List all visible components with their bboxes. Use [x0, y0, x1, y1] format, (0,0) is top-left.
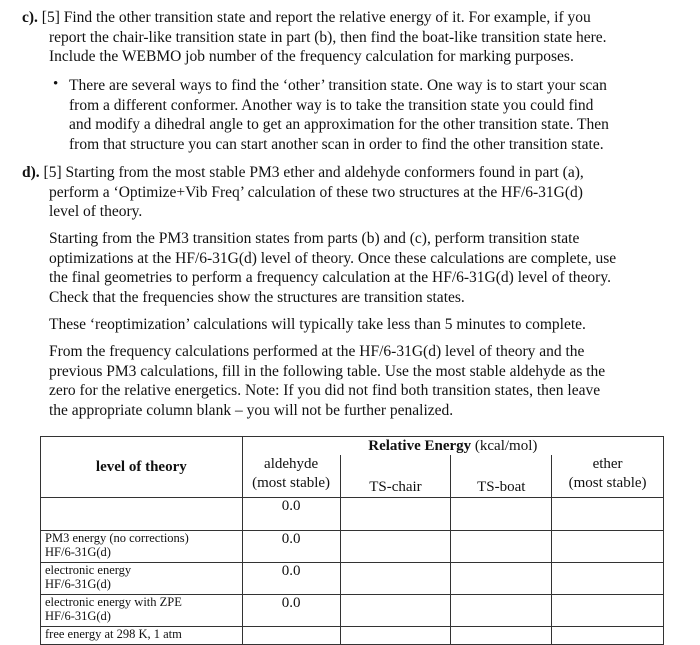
row-aldehyde-value: 0.0: [242, 531, 340, 563]
part-d-question: [22, 163, 667, 183]
part-c-bullet-line-3: and modify a dihedral angle to get an approximation for the other transition state. Then: [69, 116, 609, 134]
part-d-p2-line-1: Starting from the PM3 transition states from parts (b) and (c), perform transition state: [49, 230, 580, 247]
row-ether-value[interactable]: [552, 498, 664, 531]
relative-energy-header: [242, 437, 663, 456]
table-row: [41, 563, 664, 595]
part-c-line-2: report the chair-like transition state in part (b), then find the boat-like transition state here.: [49, 28, 607, 46]
col-ether-line-1: ether: [592, 456, 623, 472]
row-level-line-2: HF/6-31G(d): [45, 545, 111, 559]
bullet-point-icon: •: [53, 76, 59, 92]
part-d-marks: [5]: [43, 164, 62, 181]
col-aldehyde-line-1: aldehyde: [264, 456, 319, 472]
row-level-line-2: HF/6-31G(d): [45, 609, 111, 623]
col-header-aldehyde: [242, 455, 340, 498]
part-c-line-1: Find the other transition state and report the relative energy of it. For example, if you: [63, 9, 591, 26]
relative-energy-table: [40, 436, 664, 645]
part-d-label: d).: [22, 164, 40, 181]
row-level-line-1: free energy at 298 K, 1 atm: [45, 627, 182, 641]
col-header-ts-boat: [451, 455, 552, 498]
part-d-p4-line-4: the appropriate column blank – you will not be further penalized.: [49, 401, 454, 419]
col-ether-line-2: (most stable): [568, 475, 647, 491]
row-aldehyde-value: 0.0: [242, 563, 340, 595]
row-level-cell: [41, 627, 243, 645]
part-d-p3-line-1: These ‘reoptimization’ calculations will typically take less than 5 minutes to complete.: [49, 316, 586, 333]
part-c-question: [22, 8, 667, 28]
part-d-line-2: perform a ‘Optimize+Vib Freq’ calculation of these two structures at the HF/6-31G(d): [49, 183, 583, 201]
row-ts-chair-value[interactable]: [340, 563, 451, 595]
row-level-cell: [41, 595, 243, 627]
table-row: [41, 595, 664, 627]
row-level-cell: [41, 498, 243, 531]
table-row: [41, 627, 664, 645]
row-level-line-1: electronic energy: [45, 563, 132, 577]
part-d-p4-line-2: previous PM3 calculations, fill in the following table. Use the most stable aldehyde as the: [49, 362, 606, 380]
row-ts-chair-value[interactable]: [340, 595, 451, 627]
row-ether-value[interactable]: [552, 563, 664, 595]
part-c-bullet-line-1: There are several ways to find the ‘other’ transition state. One way is to start your scan: [69, 77, 607, 94]
table-row: [41, 531, 664, 563]
row-aldehyde-value: 0.0: [242, 595, 340, 627]
row-ts-chair-value[interactable]: [340, 498, 451, 531]
part-d-line-3: level of theory.: [49, 203, 143, 221]
part-d-p4-line-1: From the frequency calculations performed at the HF/6-31G(d) level of theory and the: [49, 343, 585, 360]
row-ether-value[interactable]: [552, 627, 664, 645]
part-c-marks: [5]: [41, 9, 60, 26]
col-ts-chair-label: TS-chair: [369, 479, 422, 495]
row-ts-boat-value[interactable]: [451, 563, 552, 595]
part-d-p4-line-3: zero for the relative energetics. Note: If you did not find both transition states, then leave: [49, 382, 601, 400]
row-ether-value[interactable]: [552, 531, 664, 563]
part-c-line-3: Include the WEBMO job number of the frequency calculation for marking purposes.: [49, 48, 574, 66]
part-c-bullet-line-4: from that structure you can start another scan in order to find the other transition state.: [69, 135, 604, 153]
row-ts-chair-value[interactable]: [340, 531, 451, 563]
part-d-p2-line-3: the final geometries to perform a frequency calculation at the HF/6-31G(d) level of theory.: [49, 269, 611, 287]
row-level-line-1: PM3 energy (no corrections): [45, 531, 189, 545]
row-ts-boat-value[interactable]: [451, 627, 552, 645]
col-header-ether: [552, 455, 664, 498]
row-level-line-2: HF/6-31G(d): [45, 577, 111, 591]
relative-energy-unit: (kcal/mol): [474, 438, 538, 454]
col-ts-boat-label: TS-boat: [477, 479, 526, 495]
row-ts-boat-value[interactable]: [451, 595, 552, 627]
col-header-ts-chair: [340, 455, 451, 498]
part-c-label: c).: [22, 9, 38, 26]
row-aldehyde-value: 0.0: [242, 498, 340, 531]
row-ether-value[interactable]: [552, 595, 664, 627]
row-level-cell: [41, 563, 243, 595]
col-aldehyde-line-2: (most stable): [252, 475, 331, 491]
part-c-bullet-line-2: from a different conformer. Another way is to take the transition state you could find: [69, 96, 594, 114]
row-ts-boat-value[interactable]: [451, 498, 552, 531]
row-aldehyde-value: [242, 627, 340, 645]
row-level-line-1: electronic energy with ZPE: [45, 595, 182, 609]
part-d-p2-line-2: optimizations at the HF/6-31G(d) level of theory. Once these calculations are complete, use: [49, 249, 617, 267]
row-level-cell: [41, 531, 243, 563]
level-of-theory-header: level of theory: [41, 437, 243, 498]
relative-energy-title: Relative Energy: [368, 438, 472, 454]
part-d-p2-line-4: Check that the frequencies show the structures are transition states.: [49, 288, 465, 306]
row-ts-chair-value[interactable]: [340, 627, 451, 645]
row-ts-boat-value[interactable]: [451, 531, 552, 563]
table-row: [41, 498, 664, 531]
part-d-line-1: Starting from the most stable PM3 ether and aldehyde conformers found in part (a),: [65, 164, 584, 181]
